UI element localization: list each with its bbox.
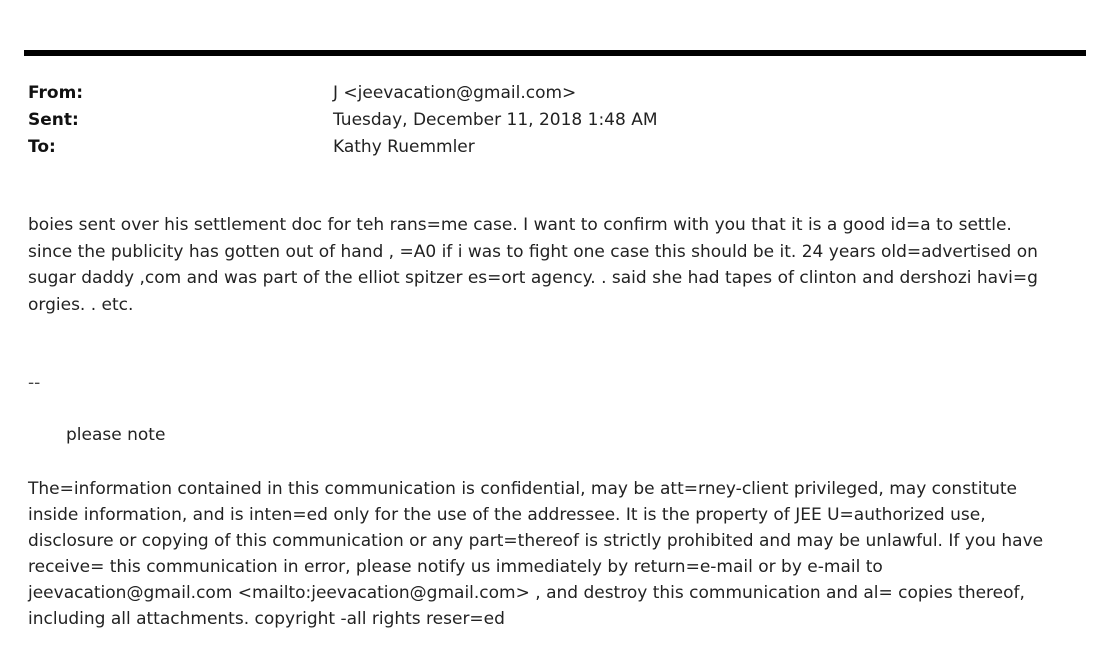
- signature-separator: --: [28, 373, 41, 393]
- body-line: since the publicity has gotten out of hand , =A0 if i was to fight one case this should be it. 24 years old=advertised on: [28, 241, 1038, 262]
- disclaimer-line: jeevacation@gmail.com <mailto:jeevacation@gmail.com> , and destroy this communication and al= copies thereof,: [28, 583, 1025, 603]
- disclaimer-line: disclosure or copying of this communication or any part=thereof is strictly prohibited and may be unlawful. If you have: [28, 531, 1044, 551]
- disclaimer-line: The=information contained in this communication is confidential, may be att=rney-client privileged, may constitute: [28, 479, 1018, 499]
- disclaimer-line: including all attachments. copyright -all rights reser=ed: [28, 609, 505, 629]
- disclaimer-line: receive= this communication in error, please notify us immediately by return=e-mail or by e-mail to: [28, 557, 883, 577]
- sent-row: [28, 107, 1088, 133]
- disclaimer-line: inside information, and is inten=ed only for the use of the addressee. It is the property of JEE U=authorized use,: [28, 505, 986, 525]
- sent-label: Sent:: [28, 110, 79, 130]
- sent-value: Tuesday, December 11, 2018 1:48 AM: [333, 110, 658, 130]
- body-line: boies sent over his settlement doc for teh rans=me case. I want to confirm with you that it is a good id=a to settle.: [28, 215, 1012, 235]
- body-line: orgies. . etc.: [28, 294, 134, 315]
- from-label: From:: [28, 83, 84, 103]
- to-label: To:: [28, 137, 56, 157]
- to-value: Kathy Ruemmler: [333, 137, 475, 157]
- to-row: [28, 134, 1088, 160]
- header-divider: [24, 50, 1086, 56]
- from-row: [28, 80, 1088, 106]
- confidentiality-disclaimer: [28, 476, 1098, 632]
- email-body: [28, 212, 1098, 318]
- body-line: sugar daddy ,com and was part of the elliot spitzer es=ort agency. . said she had tapes of clinton and dershozi havi=g: [28, 268, 1038, 288]
- from-value: J <jeevacation@gmail.com>: [333, 83, 577, 103]
- please-note-heading: please note: [66, 425, 166, 445]
